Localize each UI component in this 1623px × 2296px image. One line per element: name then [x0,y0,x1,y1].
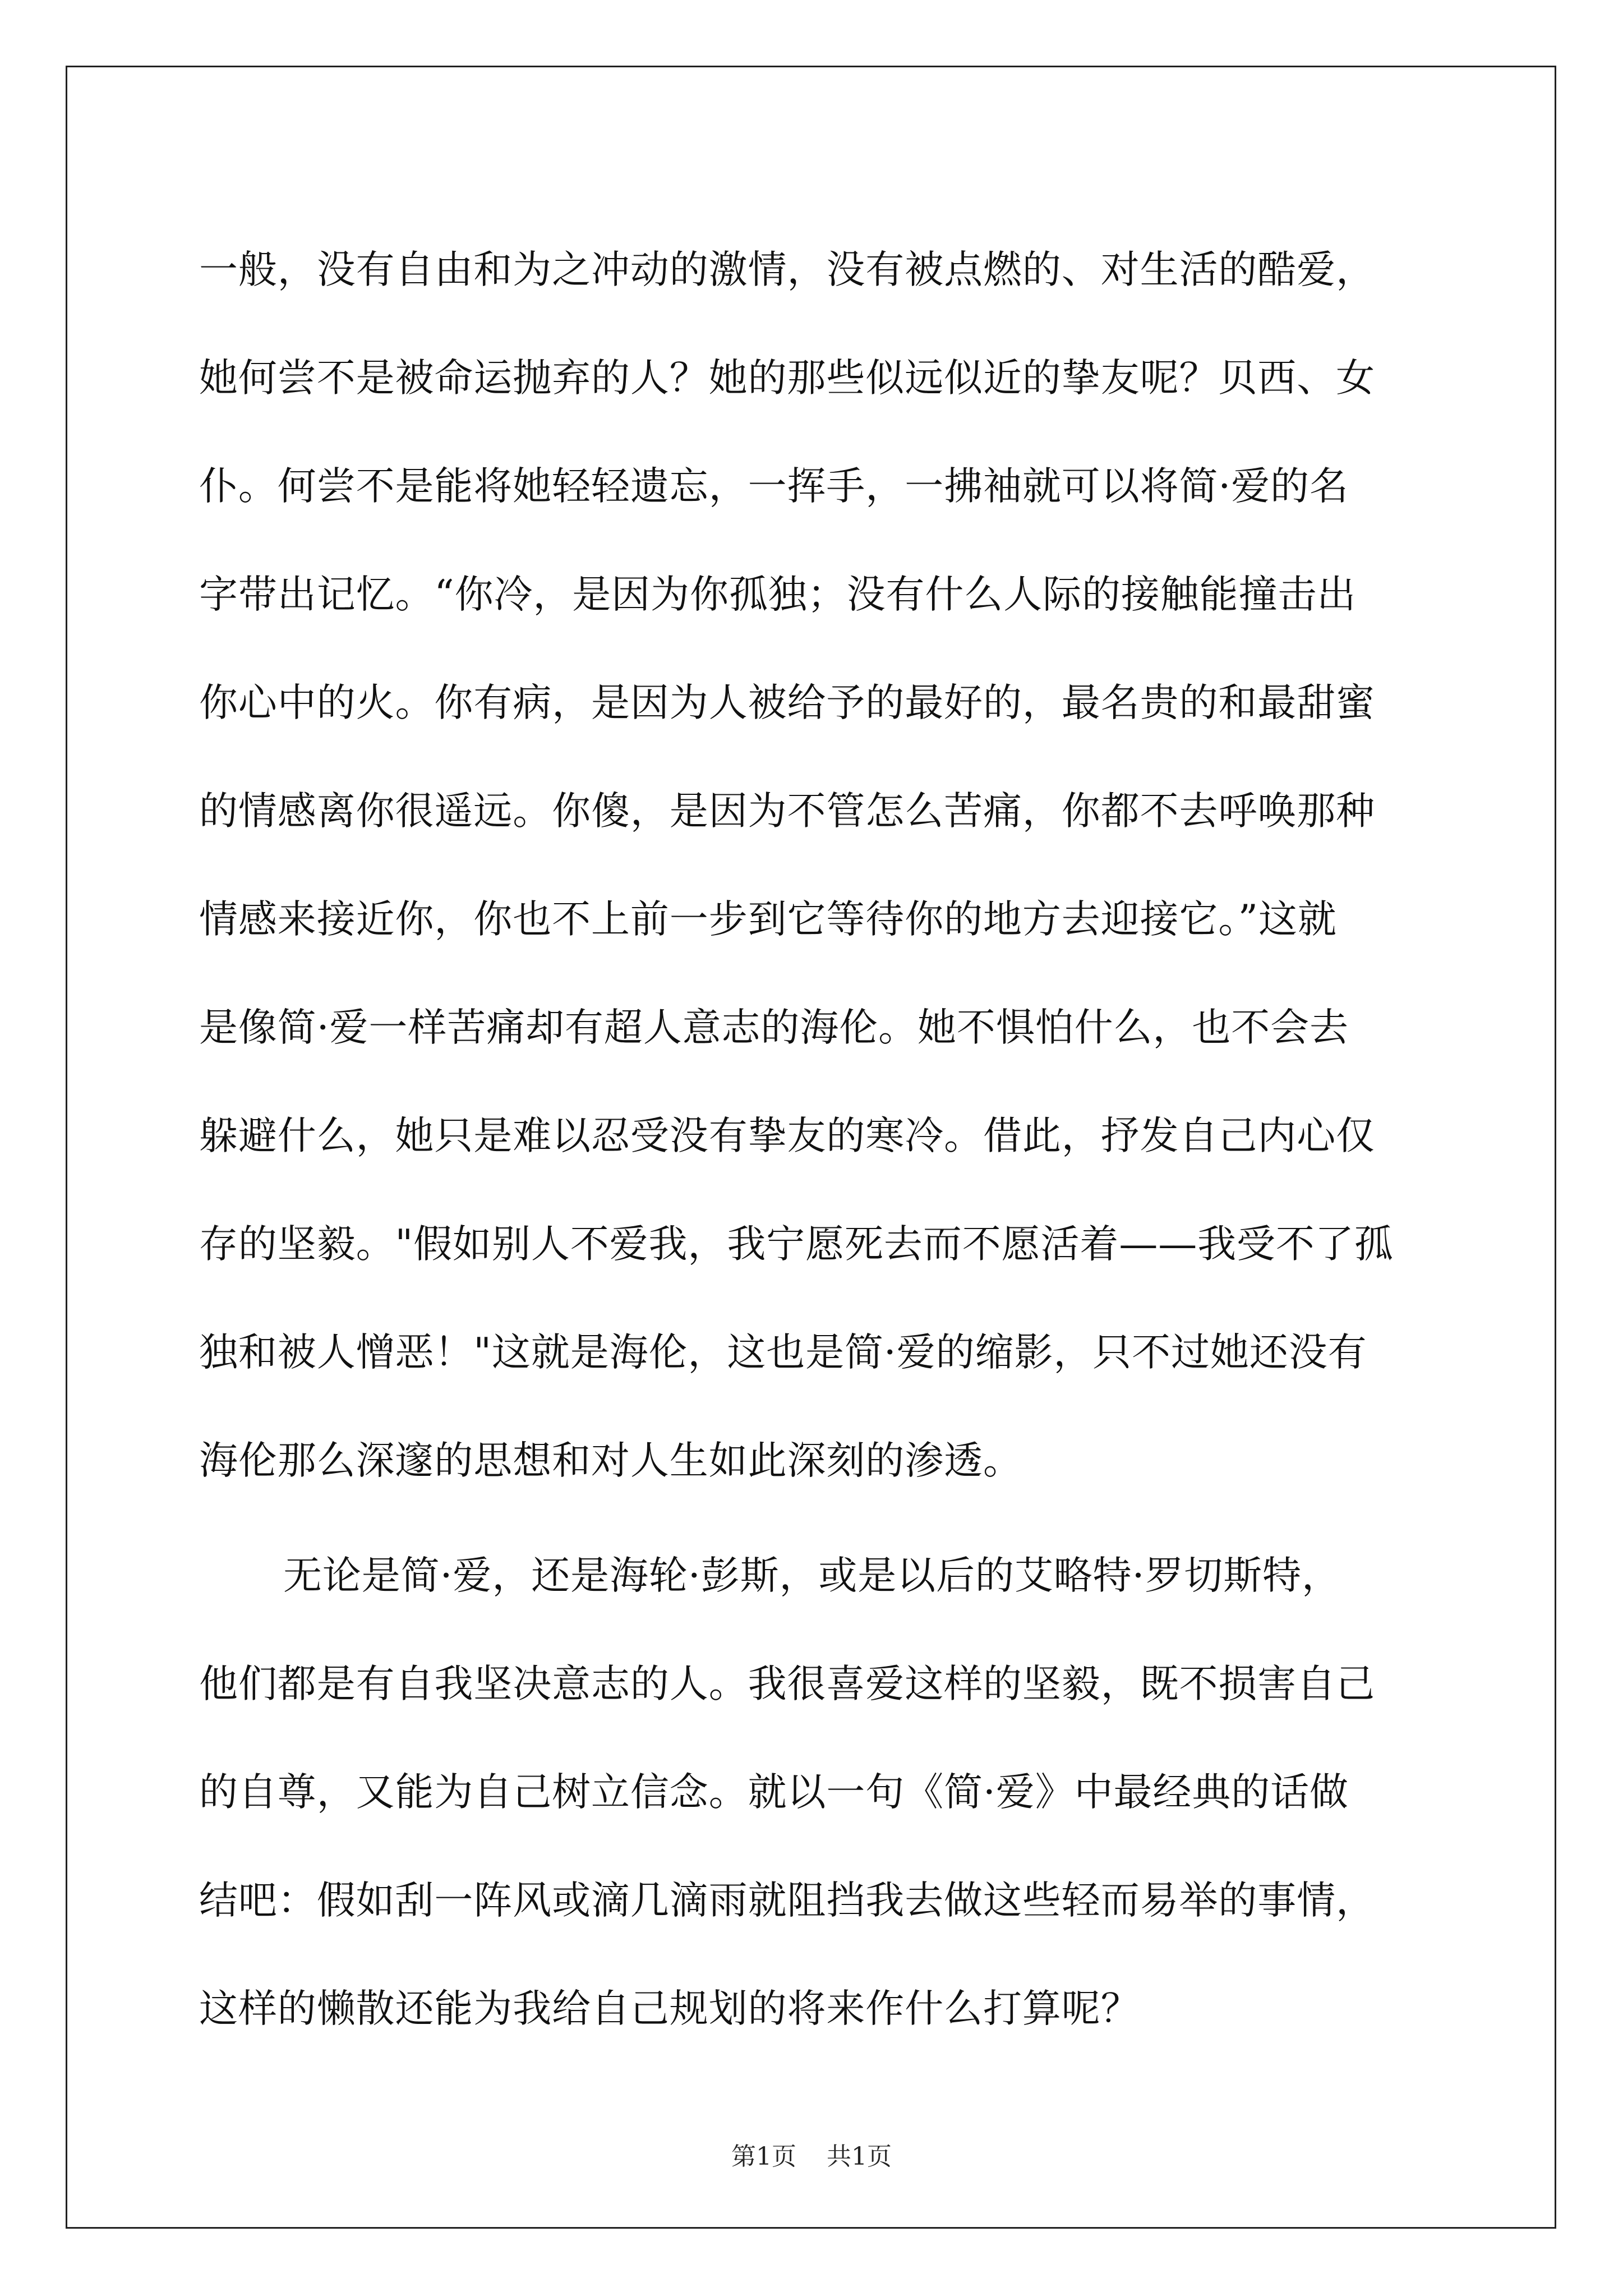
text-line: 一般，没有自由和为之冲动的激情，没有被点燃的、对生活的酷爱， [199,247,1375,292]
paragraph-1 [199,216,1455,1515]
paragraph-2 [199,1522,1455,2063]
text-line: 躲避什么，她只是难以忍受没有挚友的寒冷。借此，抒发自己内心仅 [199,1114,1375,1158]
text-line: 结吧：假如刮一阵风或滴几滴雨就阻挡我去做这些轻而易举的事情， [199,1878,1375,1923]
text-line: 无论是简·爱，还是海轮·彭斯，或是以后的艾略特·罗切斯特， [283,1553,1341,1598]
text-line: 这样的懒散还能为我给自己规划的将来作什么打算呢？ [199,1986,1140,2031]
text-line: 你心中的火。你有病，是因为人被给予的最好的，最名贵的和最甜蜜 [199,680,1375,725]
page-total: 共1页 [827,2142,892,2171]
paragraph-gap [199,1515,1455,1522]
text-line: 仆。何尝不是能将她轻轻遗忘，一挥手，一拂袖就可以将简·爱的名 [199,464,1349,509]
text-line: 是像简·爱一样苦痛却有超人意志的海伦。她不惧怕什么，也不会去 [199,1005,1349,1050]
text-line: 的情感离你很遥远。你傻，是因为不管怎么苦痛，你都不去呼唤那种 [199,789,1375,834]
text-line: 字带出记忆。“你冷，是因为你孤独；没有什么人际的接触能撞击出 [199,572,1357,617]
text-line: 他们都是有自我坚决意志的人。我很喜爱这样的坚毅，既不损害自己 [199,1662,1375,1706]
page-number: 第1页 [731,2142,796,2171]
text-line: 她何尝不是被命运抛弃的人？她的那些似远似近的挚友呢？贝西、女 [199,356,1375,401]
text-line: 存的坚毅。"假如别人不爱我，我宁愿死去而不愿活着——我受不了孤 [199,1222,1394,1267]
page-footer [0,2136,1623,2172]
document-body [199,216,1455,2063]
text-line: 海伦那么深邃的思想和对人生如此深刻的渗透。 [199,1438,1022,1483]
text-line: 独和被人憎恶！"这就是海伦，这也是简·爱的缩影，只不过她还没有 [199,1330,1367,1375]
text-line: 情感来接近你，你也不上前一步到它等待你的地方去迎接它。”这就 [199,897,1337,942]
text-line: 的自尊，又能为自己树立信念。就以一句《简·爱》中最经典的话做 [199,1770,1349,1815]
